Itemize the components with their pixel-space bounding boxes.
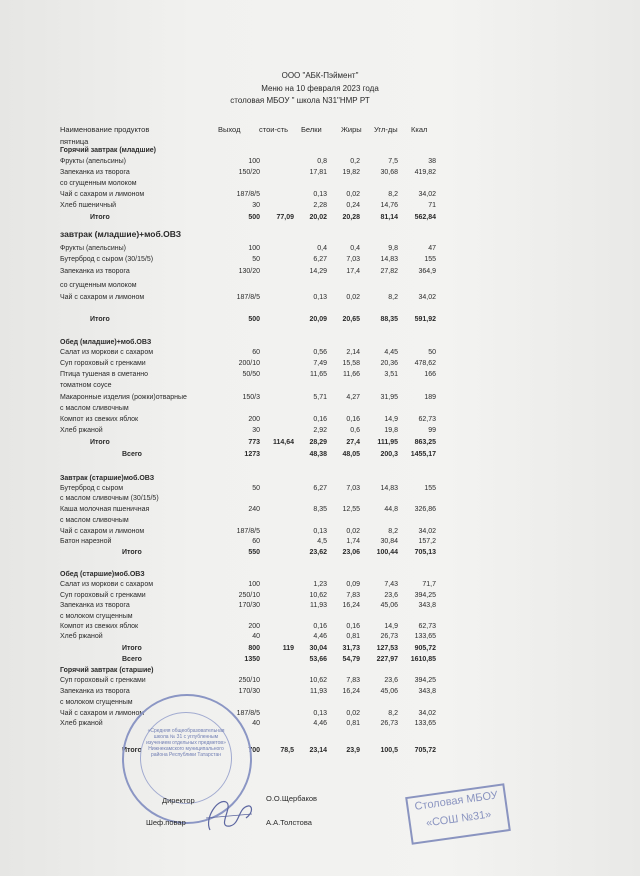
value-c: 14,83: [380, 256, 398, 263]
value-f: 1,74: [346, 538, 360, 545]
value-k: 62,73: [418, 416, 436, 423]
dish-name: Салат из моркови с сахаром: [60, 581, 154, 588]
value-out: 250/10: [238, 677, 260, 684]
dish-name: Компот из свежих яблок: [60, 416, 139, 423]
value-k: 394,25: [414, 592, 436, 599]
dish-name: Запеканка из творога: [60, 688, 130, 695]
value-f: 7,03: [346, 256, 360, 263]
value-c: 45,06: [380, 602, 398, 609]
value-out: 30: [252, 202, 260, 209]
value-f: 27,4: [346, 439, 360, 446]
value-out: 187/8/5: [236, 528, 260, 535]
value-cost: 114,64: [272, 439, 294, 446]
col-kcal: Ккал: [411, 125, 428, 134]
value-out: 800: [248, 645, 260, 652]
value-out: 187/8/5: [236, 710, 260, 717]
value-f: 0,16: [346, 416, 360, 423]
value-c: 45,06: [380, 688, 398, 695]
value-c: 227,97: [376, 656, 398, 663]
value-out: 500: [248, 214, 260, 221]
value-p: 6,27: [313, 256, 327, 263]
value-f: 15,58: [342, 360, 360, 367]
value-out: 1350: [244, 656, 260, 663]
dish-name: Макаронные изделия (рожки)отварные: [60, 394, 187, 401]
value-p: 11,93: [310, 688, 327, 695]
value-c: 8,2: [388, 191, 398, 198]
chef-label: Шеф.повар: [146, 818, 186, 827]
value-k: 50: [428, 349, 436, 356]
value-out: 200: [248, 623, 260, 630]
value-k: 166: [424, 371, 436, 378]
value-k: 62,73: [418, 623, 436, 630]
value-f: 0,02: [346, 528, 360, 535]
value-out: 550: [248, 549, 260, 556]
value-c: 200,3: [380, 451, 398, 458]
dish-name: с молоком сгущенным: [60, 699, 133, 706]
total-label: Всего: [122, 656, 142, 663]
value-c: 127,53: [376, 645, 398, 652]
dish-name: с маслом сливочным: [60, 405, 129, 412]
value-c: 14,9: [384, 623, 398, 630]
value-f: 0,02: [346, 710, 360, 717]
dish-name: Суп гороховый с гренками: [60, 677, 146, 684]
col-fat: Жиры: [341, 125, 362, 134]
value-p: 0,16: [313, 623, 327, 630]
canteen-stamp-line1: Столовая МБОУ: [413, 789, 499, 813]
value-p: 23,62: [309, 549, 327, 556]
dish-name: Суп гороховый с гренками: [60, 592, 146, 599]
value-k: 326,86: [414, 506, 436, 513]
section-heading: Горячий завтрак (старшие): [60, 667, 154, 674]
value-out: 170/30: [238, 602, 260, 609]
value-c: 88,35: [380, 316, 398, 323]
value-k: 478,62: [414, 360, 436, 367]
value-p: 23,14: [309, 747, 327, 754]
value-out: 170/30: [238, 688, 260, 695]
value-f: 0,81: [346, 720, 360, 727]
col-name: Наименование продуктов: [60, 125, 150, 134]
total-label: Итого: [122, 747, 142, 754]
value-out: 250/10: [238, 592, 260, 599]
value-c: 8,2: [388, 528, 398, 535]
dish-name: Компот из свежих яблок: [60, 623, 139, 630]
value-f: 23,9: [346, 747, 360, 754]
total-label: Всего: [122, 451, 142, 458]
dish-name: со сгущенным молоком: [60, 282, 137, 289]
value-f: 31,73: [342, 645, 360, 652]
value-k: 705,13: [414, 549, 436, 556]
value-c: 4,45: [384, 349, 398, 356]
value-k: 71,7: [422, 581, 436, 588]
dish-name: Хлеб пшеничный: [60, 202, 117, 209]
value-out: 30: [252, 427, 260, 434]
value-c: 111,95: [377, 439, 398, 446]
total-label: Итого: [90, 316, 110, 323]
dish-name: Чай с сахаром и лимоном: [60, 528, 145, 535]
dish-name: Бутерброд с сыром: [60, 485, 124, 492]
value-out: 1273: [244, 451, 260, 458]
value-c: 100,44: [376, 549, 398, 556]
value-c: 23,6: [384, 677, 398, 684]
value-c: 30,68: [380, 169, 398, 176]
value-p: 0,56: [313, 349, 327, 356]
value-k: 1610,85: [410, 656, 436, 663]
value-f: 23,06: [342, 549, 360, 556]
dish-name: с молоком сгущенным: [60, 613, 133, 620]
dish-name: Салат из моркови с сахаром: [60, 349, 154, 356]
section-heading: Горячий завтрак (младшие): [60, 147, 156, 154]
value-cost: 78,5: [280, 747, 294, 754]
dish-name: Чай с сахаром и лимоном: [60, 191, 145, 198]
value-f: 11,66: [343, 371, 360, 378]
value-out: 150/20: [238, 169, 260, 176]
value-p: 30,04: [309, 645, 327, 652]
value-f: 0,6: [350, 427, 360, 434]
value-p: 28,29: [309, 439, 327, 446]
value-f: 0,09: [346, 581, 360, 588]
chef-name: А.А.Толстова: [266, 818, 312, 827]
canteen-stamp: [405, 783, 511, 844]
value-c: 27,82: [380, 268, 398, 275]
value-p: 20,02: [309, 214, 327, 221]
value-c: 20,36: [380, 360, 398, 367]
col-day: пятница: [60, 137, 89, 146]
value-p: 0,8: [317, 158, 327, 165]
value-out: 50: [252, 485, 260, 492]
value-k: 157,2: [418, 538, 436, 545]
value-c: 23,6: [384, 592, 398, 599]
value-c: 8,2: [388, 710, 398, 717]
value-f: 7,83: [346, 592, 360, 599]
dish-name: с маслом сливочным: [60, 517, 129, 524]
value-c: 81,14: [380, 214, 398, 221]
value-out: 130/20: [238, 268, 260, 275]
dish-name: Запеканка из творога: [60, 602, 130, 609]
value-out: 700: [248, 747, 260, 754]
total-label: Итого: [90, 214, 110, 221]
canteen-name: столовая МБОУ " школа N31"НМР РТ: [230, 96, 370, 105]
value-k: 38: [428, 158, 436, 165]
value-p: 10,62: [309, 592, 327, 599]
value-f: 0,02: [346, 191, 360, 198]
director-label: Директор: [162, 796, 195, 805]
value-c: 7,43: [384, 581, 398, 588]
value-out: 50/50: [242, 371, 260, 378]
value-c: 44,8: [384, 506, 398, 513]
value-out: 100: [248, 158, 260, 165]
value-p: 0,16: [313, 416, 327, 423]
value-k: 71: [428, 202, 436, 209]
menu-date: Меню на 10 февраля 2023 года: [261, 84, 379, 93]
value-k: 343,8: [418, 688, 436, 695]
value-f: 7,83: [346, 677, 360, 684]
org-name: ООО "АБК-Пэймент": [281, 71, 359, 80]
dish-name: Фрукты (апельсины): [60, 245, 127, 252]
value-p: 0,13: [313, 528, 327, 535]
value-out: 500: [248, 316, 260, 323]
value-p: 6,27: [313, 485, 327, 492]
dish-name: Хлеб ржаной: [60, 633, 103, 640]
value-c: 100,5: [380, 747, 398, 754]
value-c: 14,76: [380, 202, 398, 209]
signature-mark: [196, 788, 258, 838]
value-c: 19,8: [384, 427, 398, 434]
dish-name: Чай с сахаром и лимоном: [60, 294, 145, 301]
dish-name: Птица тушеная в сметанно: [60, 371, 149, 378]
value-c: 14,9: [384, 416, 398, 423]
value-k: 343,8: [418, 602, 436, 609]
value-k: 34,02: [418, 710, 436, 717]
value-k: 1455,17: [410, 451, 436, 458]
value-k: 394,25: [414, 677, 436, 684]
value-k: 591,92: [414, 316, 436, 323]
value-f: 0,81: [346, 633, 360, 640]
value-c: 8,2: [388, 294, 398, 301]
dish-name: Хлеб ржаной: [60, 427, 103, 434]
value-k: 364,9: [418, 268, 436, 275]
dish-name: Фрукты (апельсины): [60, 158, 127, 165]
dish-name: Каша молочная пшеничная: [60, 506, 150, 513]
dish-name: Батон нарезной: [60, 538, 112, 545]
value-p: 11,65: [310, 371, 327, 378]
value-c: 14,83: [380, 485, 398, 492]
value-p: 0,13: [313, 294, 327, 301]
dish-name: Бутерброд с сыром (30/15/5): [60, 256, 154, 263]
value-k: 34,02: [418, 294, 436, 301]
value-out: 200: [248, 416, 260, 423]
value-c: 3,51: [384, 371, 398, 378]
value-f: 7,03: [346, 485, 360, 492]
dish-name: Суп гороховый с гренками: [60, 360, 146, 367]
total-label: Итого: [122, 549, 142, 556]
value-f: 4,27: [346, 394, 360, 401]
dish-name: Хлеб ржаной: [60, 720, 103, 727]
value-f: 20,65: [342, 316, 360, 323]
section-heading: Обед (младшие)+моб.ОВЗ: [60, 339, 152, 346]
value-out: 60: [252, 349, 260, 356]
dish-name: томатном соусе: [60, 382, 112, 389]
value-p: 10,62: [309, 677, 327, 684]
value-out: 100: [248, 245, 260, 252]
value-k: 863,25: [414, 439, 436, 446]
value-out: 150/3: [242, 394, 260, 401]
value-f: 0,24: [346, 202, 360, 209]
value-out: 50: [252, 256, 260, 263]
value-out: 240: [248, 506, 260, 513]
value-c: 26,73: [380, 633, 398, 640]
value-p: 53,66: [309, 656, 327, 663]
value-p: 0,13: [313, 191, 327, 198]
value-p: 2,28: [313, 202, 327, 209]
value-p: 48,38: [309, 451, 327, 458]
value-cost: 119: [282, 645, 294, 652]
col-cost: стои-сть: [259, 125, 289, 134]
value-f: 16,24: [342, 602, 360, 609]
section-heading: Завтрак (старшие)моб.ОВЗ: [60, 475, 155, 482]
value-k: 99: [428, 427, 436, 434]
value-p: 14,29: [309, 268, 327, 275]
value-out: 40: [252, 633, 260, 640]
value-k: 905,72: [414, 645, 436, 652]
value-out: 40: [252, 720, 260, 727]
value-f: 54,79: [342, 656, 360, 663]
value-cost: 77,09: [276, 214, 294, 221]
value-p: 4,46: [313, 720, 327, 727]
section-heading: завтрак (младшие)+моб.ОВЗ: [60, 229, 182, 239]
section-heading: Обед (старшие)моб.ОВЗ: [60, 571, 145, 578]
value-k: 155: [424, 256, 436, 263]
value-k: 133,65: [414, 720, 436, 727]
value-f: 17,4: [346, 268, 360, 275]
value-k: 34,02: [418, 191, 436, 198]
dish-name: Чай с сахаром и лимоном: [60, 710, 145, 717]
value-p: 4,5: [317, 538, 327, 545]
col-protein: Белки: [301, 125, 322, 134]
value-p: 4,46: [313, 633, 327, 640]
value-f: 20,28: [342, 214, 360, 221]
value-f: 0,02: [346, 294, 360, 301]
value-k: 47: [428, 245, 436, 252]
value-k: 419,82: [414, 169, 436, 176]
value-k: 34,02: [418, 528, 436, 535]
value-p: 20,09: [309, 316, 327, 323]
value-c: 7,5: [388, 158, 398, 165]
value-out: 187/8/5: [236, 294, 260, 301]
col-output: Выход: [218, 125, 241, 134]
value-out: 200/10: [238, 360, 260, 367]
value-f: 19,82: [342, 169, 360, 176]
dish-name: со сгущенным молоком: [60, 180, 137, 187]
value-out: 60: [252, 538, 260, 545]
value-out: 773: [248, 439, 260, 446]
value-f: 48,05: [342, 451, 360, 458]
value-p: 11,93: [310, 602, 327, 609]
value-c: 30,84: [380, 538, 398, 545]
value-p: 2,92: [313, 427, 327, 434]
value-k: 133,65: [414, 633, 436, 640]
dish-name: с маслом сливочным (30/15/5): [60, 495, 159, 502]
director-name: О.О.Щербаков: [266, 794, 318, 803]
dish-name: Запеканка из творога: [60, 169, 130, 176]
total-label: Итого: [90, 439, 110, 446]
value-k: 705,72: [414, 747, 436, 754]
value-p: 0,4: [317, 245, 327, 252]
value-out: 100: [248, 581, 260, 588]
value-p: 1,23: [313, 581, 327, 588]
value-out: 187/8/5: [236, 191, 260, 198]
value-p: 17,81: [309, 169, 327, 176]
value-p: 7,49: [313, 360, 327, 367]
total-label: Итого: [122, 645, 142, 652]
value-p: 8,35: [313, 506, 327, 513]
value-k: 562,84: [414, 214, 436, 221]
col-carb: Угл-ды: [374, 125, 398, 134]
value-p: 5,71: [313, 394, 327, 401]
dish-name: Запеканка из творога: [60, 268, 130, 275]
round-stamp-text: «Средняя общеобразовательная школа № 31 с углубленным изучением отдельных предметов» Нижнекамского муниципального района Республики Татарстан: [146, 728, 226, 758]
value-f: 2,14: [346, 349, 360, 356]
value-c: 31,95: [380, 394, 398, 401]
value-f: 12,55: [342, 506, 360, 513]
value-f: 0,16: [346, 623, 360, 630]
value-f: 16,24: [342, 688, 360, 695]
value-f: 0,2: [350, 158, 360, 165]
canteen-stamp-line2: «СОШ №31»: [425, 808, 493, 830]
value-k: 155: [424, 485, 436, 492]
value-f: 0,4: [350, 245, 360, 252]
value-k: 189: [424, 394, 436, 401]
value-c: 26,73: [380, 720, 398, 727]
value-p: 0,13: [313, 710, 327, 717]
value-c: 9,8: [388, 245, 398, 252]
